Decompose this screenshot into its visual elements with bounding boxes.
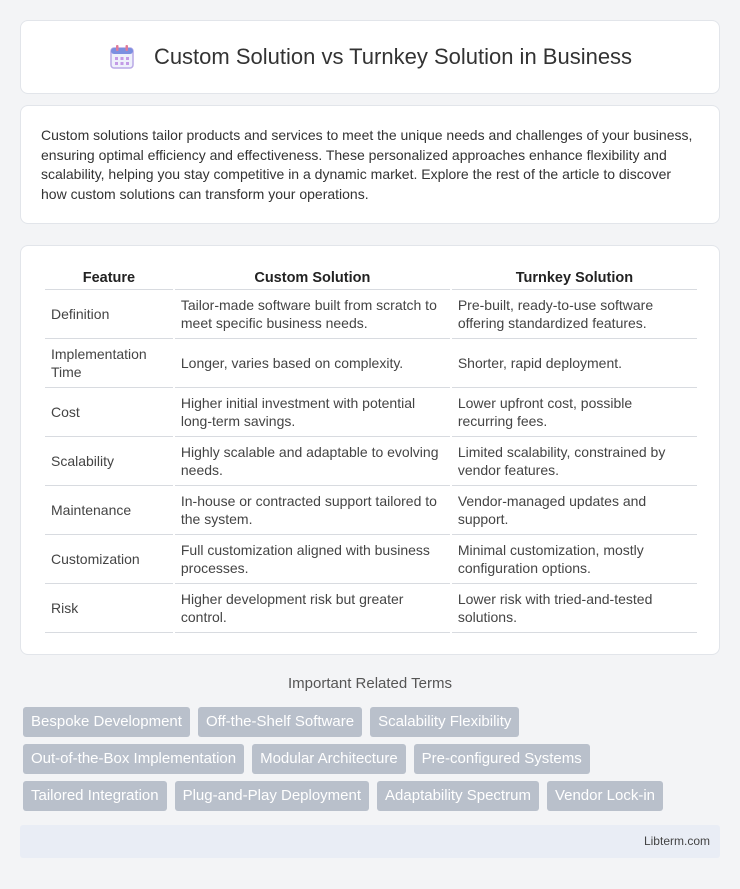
title-card <box>20 20 720 94</box>
related-term-tag[interactable]: Plug-and-Play Deployment <box>175 781 369 811</box>
custom-cell: Longer, varies based on complexity. <box>175 339 450 388</box>
related-term-tag[interactable]: Adaptability Spectrum <box>377 781 539 811</box>
related-terms <box>23 707 723 818</box>
feature-cell: Definition <box>45 290 173 339</box>
related-term-tag[interactable]: Tailored Integration <box>23 781 167 811</box>
page-title: Custom Solution vs Turnkey Solution in Business <box>153 44 633 69</box>
custom-cell: Higher development risk but greater control. <box>175 584 450 633</box>
related-terms-title: Important Related Terms <box>288 675 452 692</box>
table-row <box>45 437 697 486</box>
table-row <box>45 486 697 535</box>
turnkey-cell: Shorter, rapid deployment. <box>452 339 697 388</box>
related-term-tag[interactable]: Vendor Lock-in <box>547 781 663 811</box>
comparison-card <box>20 245 720 655</box>
related-term-tag[interactable]: Pre-configured Systems <box>414 744 590 774</box>
related-term-tag[interactable]: Scalability Flexibility <box>370 707 519 737</box>
turnkey-cell: Pre-built, ready-to-use software offering standardized features. <box>452 290 697 339</box>
custom-cell: Tailor-made software built from scratch to meet specific business needs. <box>175 290 450 339</box>
turnkey-cell: Lower upfront cost, possible recurring fees. <box>452 388 697 437</box>
turnkey-cell: Vendor-managed updates and support. <box>452 486 697 535</box>
related-term-tag[interactable]: Bespoke Development <box>23 707 190 737</box>
feature-cell: Cost <box>45 388 173 437</box>
custom-cell: In-house or contracted support tailored to the system. <box>175 486 450 535</box>
tag-row <box>23 707 723 737</box>
turnkey-cell: Minimal customization, mostly configuration options. <box>452 535 697 584</box>
comparison-table <box>43 268 699 633</box>
header-feature: Feature <box>45 268 173 290</box>
turnkey-cell: Lower risk with tried-and-tested solutions. <box>452 584 697 633</box>
tag-row <box>23 781 723 811</box>
table-row <box>45 339 697 388</box>
feature-cell: Customization <box>45 535 173 584</box>
intro-text: Custom solutions tailor products and services to meet the unique needs and challenges of your business, ensuring optimal efficiency and effectiveness. These personalized approaches enhance flexibility and scalability, helping you stay competitive in a dynamic market. Explore the rest of the article to discover how custom solutions can transform your operations. <box>41 127 693 202</box>
table-row <box>45 584 697 633</box>
footer-text: Libterm.com <box>643 834 710 848</box>
intro-card <box>20 105 720 224</box>
tag-row <box>23 744 723 774</box>
header-custom: Custom Solution <box>175 268 450 290</box>
table-row <box>45 388 697 437</box>
feature-cell: Implementation Time <box>45 339 173 388</box>
calendar-icon <box>108 43 136 71</box>
footer <box>20 825 720 858</box>
custom-cell: Higher initial investment with potential long-term savings. <box>175 388 450 437</box>
feature-cell: Scalability <box>45 437 173 486</box>
related-term-tag[interactable]: Out-of-the-Box Implementation <box>23 744 244 774</box>
custom-cell: Highly scalable and adaptable to evolving needs. <box>175 437 450 486</box>
feature-cell: Risk <box>45 584 173 633</box>
table-row <box>45 535 697 584</box>
table-header-row <box>45 268 697 290</box>
related-term-tag[interactable]: Off-the-Shelf Software <box>198 707 362 737</box>
header-turnkey: Turnkey Solution <box>452 268 697 290</box>
related-term-tag[interactable]: Modular Architecture <box>252 744 406 774</box>
turnkey-cell: Limited scalability, constrained by vendor features. <box>452 437 697 486</box>
table-row <box>45 290 697 339</box>
custom-cell: Full customization aligned with business processes. <box>175 535 450 584</box>
feature-cell: Maintenance <box>45 486 173 535</box>
